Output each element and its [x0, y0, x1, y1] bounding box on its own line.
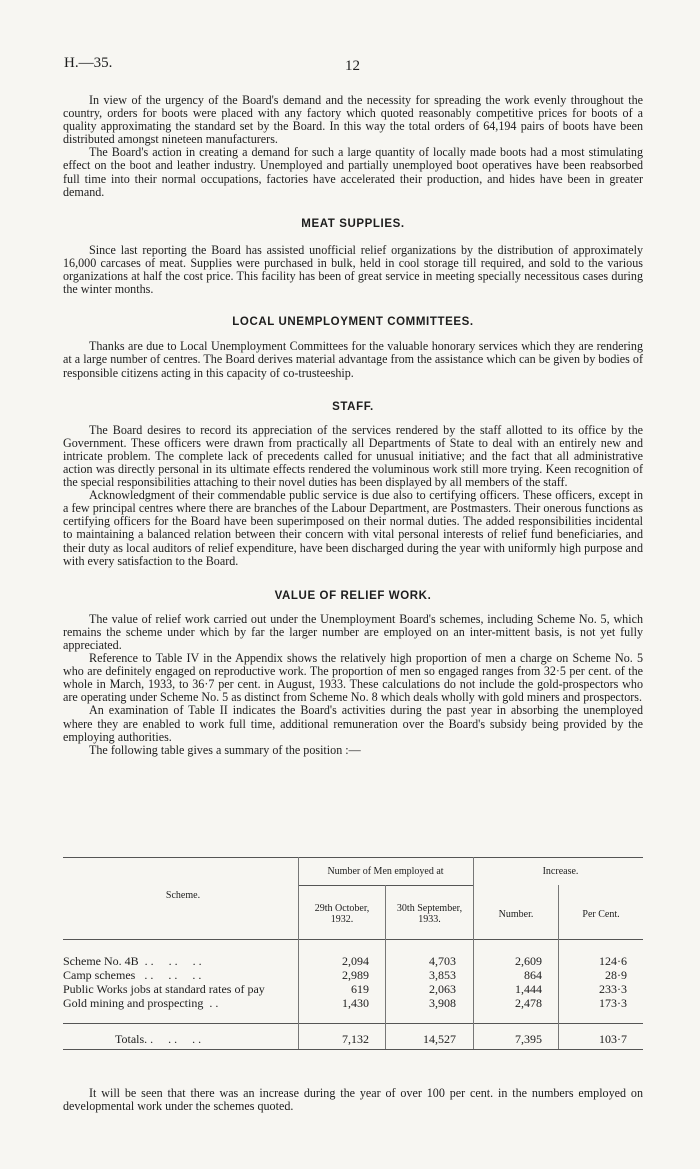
section-heading-value-of-relief-work: VALUE OF RELIEF WORK.: [274, 589, 432, 602]
column-header-scheme: Scheme.: [165, 890, 201, 901]
table-row-scheme: [63, 968, 201, 983]
cell-september: 2,063: [429, 982, 456, 996]
table-row-scheme: [63, 954, 202, 969]
column-header-increase: Increase.: [542, 866, 579, 877]
table-row-scheme: [63, 982, 265, 997]
row-label: Public Works jobs at standard rates of pay: [63, 982, 265, 996]
page-number: 12: [345, 58, 360, 74]
column-header-october: [299, 903, 385, 925]
table-totals-rule: [63, 1023, 643, 1024]
cell-number: 2,609: [515, 954, 542, 968]
paragraph: Reference to Table IV in the Appendix shows the relatively high proportion of men a charge on Scheme No. 5 who are definitely engaged on reproductive work. The proportion of men so engaged ranges from 32·5 per cent. of the whole in March, 1933, to 36·7 per cent. in August, 1933. These calculations do not include the gold-prospectors who are operating under Scheme No. 5 as distinct from Scheme No. 8 which deals wholly with gold miners and prospectors.: [63, 651, 643, 705]
cell-september: 3,908: [429, 996, 456, 1010]
row-leader: . . . . . .: [135, 968, 202, 982]
row-leader: . . . . . .: [138, 954, 202, 968]
column-header-men-employed: Number of Men employed at: [327, 866, 444, 877]
cell-percent: 124·6: [599, 954, 627, 968]
paragraph: The following table gives a summary of the position :—: [89, 742, 361, 757]
column-header-september-line: 30th September,: [396, 903, 463, 914]
row-label: Gold mining and prospecting: [63, 996, 204, 1010]
paragraph: The Board desires to record its appreciation of the services rendered by the staff allotted to its office by the Government. These officers were drawn from practically all Departments of State to deal with an entirely new and intricate problem. The complete lack of precedents called for unusual initiative; and the fact that all administrative action was directly personal in its ultimate effects rendered the voluminous work still more trying. Keen recognition of the special responsibilities attaching to their novel duties has been displayed by all members of the staff.: [63, 422, 643, 490]
paragraph: An examination of Table II indicates the Board's activities during the past year in absorbing the unemployed where they are enabled to work full time, additional remuneration over the Board's subsidy being provided by the employing authorities.: [63, 703, 643, 744]
cell-october: 2,989: [342, 968, 369, 982]
cell-number: 864: [524, 968, 542, 982]
column-header-number: Number.: [498, 909, 534, 920]
paragraph: Acknowledgment of their commendable public service is due also to certifying officers. These officers, except in a few principal centres where there are branches of the Labour Department, are Postmasters. Their onerous functions as certifying officers for the Board have been superimposed on their normal duties. The added responsibilities incidental to maintaining a balanced relation between their concern with vital personal interests of relief fund beneficiaries, and their duty as local auditors of relief expenditure, have been discharged during the year with uniformly high purpose and with every satisfaction to the Board.: [63, 488, 643, 568]
cell-percent: 28·9: [605, 968, 627, 982]
cell-september: 4,703: [429, 954, 456, 968]
paragraph: The Board's action in creating a demand for such a large quantity of locally made boots had a most stimulating effect on the boot and leather industry. Unemployed and partially unemployed boot operatives have been reabsorbed full time into their normal occupations, factories have accelerated their production, and hides have been in greater demand.: [63, 145, 643, 199]
row-label: Camp schemes: [63, 968, 136, 982]
section-heading-local-committees: LOCAL UNEMPLOYMENT COMMITTEES.: [232, 316, 474, 329]
cell-number: 1,444: [515, 982, 542, 996]
total-number: 7,395: [515, 1032, 542, 1046]
row-label: Scheme No. 4B: [63, 954, 139, 968]
table-bottom-rule: [63, 1049, 643, 1050]
column-header-percent: Per Cent.: [582, 909, 620, 920]
paragraph: Since last reporting the Board has assisted unofficial relief organizations by the distribution of approximately 16,000 carcases of meat. Supplies were purchased in bulk, held in cool storage till required, and sold to the various organizations at half the cost price. This facility has been of great service in meeting specially necessitous cases during the winter months.: [63, 242, 643, 297]
cell-september: 3,853: [429, 968, 456, 982]
paragraph: The value of relief work carried out under the Unemployment Board's schemes, including Scheme No. 5, which remains the scheme under which by far the larger number are employed on an inter-mittent basis, is not yet fully appreciated.: [63, 611, 643, 652]
row-leader: . .: [203, 996, 219, 1010]
total-percent: 103·7: [599, 1032, 627, 1046]
table-totals-label: [115, 1032, 201, 1047]
closing-text: [63, 1087, 643, 1113]
body-text: [63, 94, 643, 757]
section-heading-meat-supplies: MEAT SUPPLIES.: [301, 217, 405, 230]
total-september: 14,527: [423, 1032, 456, 1046]
table-column-divider: [298, 857, 299, 1049]
column-header-september-line: 1933.: [418, 914, 441, 925]
cell-percent: 173·3: [599, 996, 627, 1010]
paragraph: It will be seen that there was an increase during the year of over 100 per cent. in the numbers employed on developmental work under the schemes quoted.: [63, 1086, 643, 1114]
paragraph: Thanks are due to Local Unemployment Committees for the valuable honorary services which they are rendering at a large number of centres. The Board derives material advantage from the assistance which can be given by bodies of responsible citizens acting in this capacity of co-trusteeship.: [63, 339, 643, 380]
cell-october: 1,430: [342, 996, 369, 1010]
cell-october: 2,094: [342, 954, 369, 968]
table-column-divider: [473, 857, 474, 1049]
column-header-october-line: 29th October,: [314, 903, 370, 914]
cell-number: 2,478: [515, 996, 542, 1010]
page-reference: H.—35.: [64, 55, 113, 71]
cell-percent: 233·3: [599, 982, 627, 996]
table-top-rule: [63, 857, 643, 858]
total-october: 7,132: [342, 1032, 369, 1046]
table-header-rule: [63, 939, 643, 940]
totals-label: Totals: [115, 1032, 145, 1046]
cell-october: 619: [351, 982, 369, 996]
paragraph: In view of the urgency of the Board's demand and the necessity for spreading the work evenly throughout the country, orders for boots were placed with any factory which quoted reasonably competitive prices for boots of a quality approximating the standard set by the Board. In this way the total orders of 64,194 pairs of boots have been distributed amongst nineteen manufacturers.: [63, 93, 643, 147]
table-row-scheme: [63, 996, 218, 1011]
column-header-october-line: 1932.: [330, 914, 354, 925]
column-header-september: [386, 903, 473, 925]
totals-leader: . . . . . .: [144, 1032, 202, 1046]
section-heading-staff: STAFF.: [332, 400, 374, 413]
